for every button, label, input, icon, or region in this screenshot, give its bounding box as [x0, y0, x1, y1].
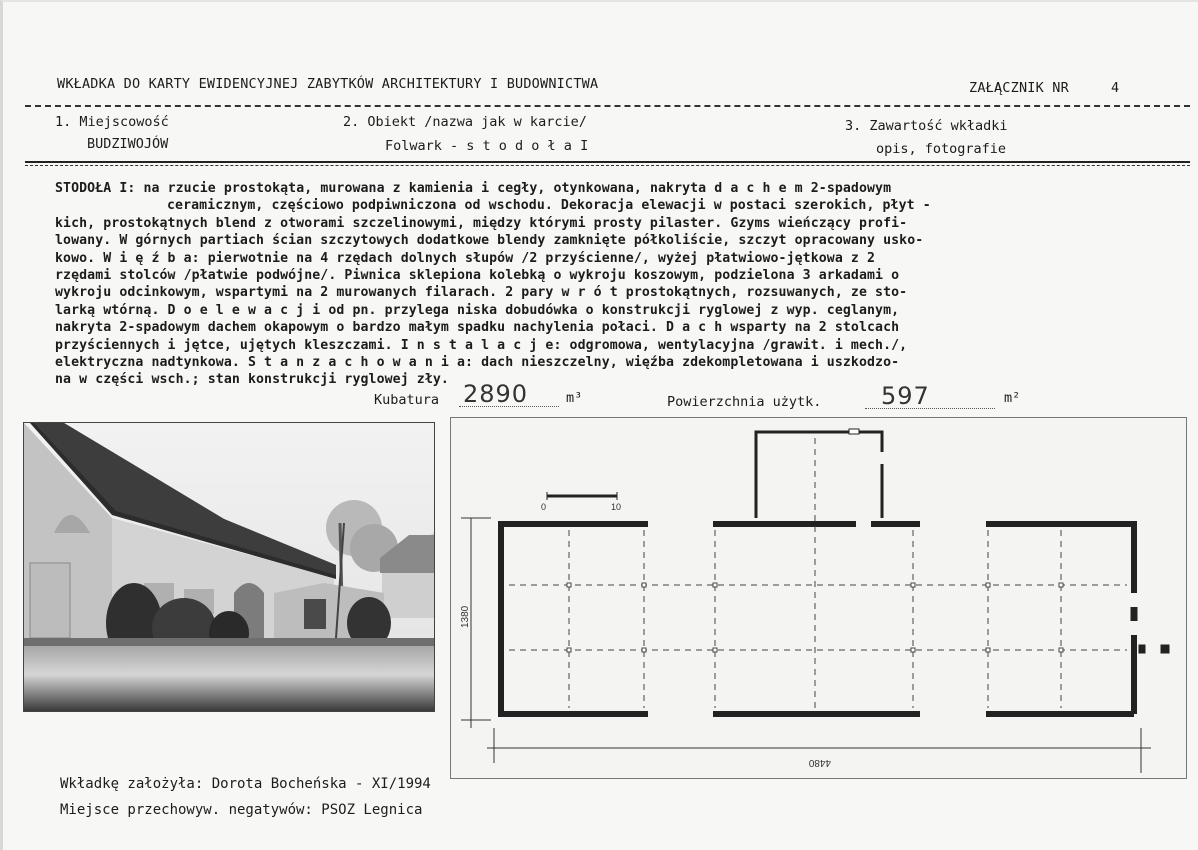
- volume-value: 2890: [463, 380, 529, 408]
- appendix-label: ZAŁĄCZNIK NR: [969, 80, 1069, 96]
- description-line: ceramicznym, częściowo podpiwniczona od wschodu. Dekoracja elewacji w postaci szerokich, płyt -: [167, 198, 931, 214]
- scale-bar: [547, 492, 617, 500]
- volume-underline: [459, 406, 559, 407]
- contents-value: opis, fotografie: [876, 141, 1007, 157]
- author-line: Wkładkę założyła: Dorota Bocheńska - XI/1994: [60, 776, 431, 792]
- scale-end-label: 10: [611, 502, 622, 512]
- area-label: Powierzchnia użytk.: [667, 394, 822, 410]
- description-line: kich, prostokątnych blend z otworami szczelinowymi, między którymi prosty pilaster. Gzyms wieńczący profi-: [55, 215, 908, 231]
- place-value: BUDZIWOJÓW: [87, 136, 169, 152]
- description-line: larką wtórną. D o e l e w a c j i od pn. przylega niska dobudówka o konstrukcji ryglowej z wyp. ceglanym,: [55, 302, 900, 318]
- place-label: 1. Miejscowość: [55, 114, 169, 130]
- header-divider: [25, 105, 1190, 107]
- description-block: [55, 180, 1165, 389]
- area-unit: m²: [1004, 390, 1021, 406]
- area-value: 597: [881, 382, 930, 410]
- contents-label: 3. Zawartość wkładki: [845, 118, 1008, 134]
- description-line: kowo. W i ę ź b a: pierwotnie na 4 rzędach dolnych słupów /2 przyścienne/, wyżej płatwiowo-jętkowa z 2: [55, 250, 876, 266]
- description-line: lowany. W górnych partiach ścian szczytowych dodatkowe blendy zamknięte półkoliście, szczyt opracowany usko-: [55, 233, 924, 249]
- area-underline: [865, 408, 995, 409]
- description-line: na w części wsch.; stan konstrukcji ryglowej zły.: [55, 372, 449, 388]
- object-value: Folwark - s t o d o ł a I: [385, 138, 589, 154]
- horizontal-dimension: 4480: [808, 757, 831, 768]
- appendix-number: 4: [1111, 80, 1120, 96]
- scale-start-label: 0: [541, 502, 547, 512]
- fields-divider-2: [25, 165, 1190, 166]
- description-line: wykroju odcinkowym, wspartymi na 2 murowanych filarach. 2 pary w r ó t prostokątnych, rozsuwanych, ze sto-: [55, 285, 908, 301]
- volume-unit: m³: [566, 390, 583, 406]
- floor-plan-drawing: [450, 417, 1187, 779]
- fields-divider: [25, 161, 1190, 163]
- description-line: elektryczna nadtynkowa. S t a n z a c h o w a n i a: dach nieszczelny, więźba zdekompletowana i uszkodzo-: [55, 355, 900, 371]
- description-line: na rzucie prostokąta, murowana z kamienia i cegły, otynkowana, nakryta d a c h e m 2-spadowym: [143, 181, 892, 196]
- object-label: 2. Obiekt /nazwa jak w karcie/: [343, 114, 587, 130]
- description-line: przyściennych i jętce, ujętych kleszczami. I n s t a l a c j e: odgromowa, wentylacyjna /grawit. i mech./,: [55, 337, 908, 353]
- description-line: nakryta 2-spadowym dachem okapowym o bardzo małym spadku nachylenia połaci. D a c h wsparty na 2 stolcach: [55, 320, 900, 336]
- building-photograph: [23, 422, 435, 712]
- barn-photo-image: [24, 423, 434, 711]
- description-heading: STODOŁA I:: [55, 181, 136, 196]
- floor-plan-svg: [451, 418, 1186, 778]
- storage-line: Miejsce przechowyw. negatywów: PSOZ Legnica: [60, 802, 423, 818]
- volume-label: Kubatura: [374, 392, 440, 408]
- card-title: WKŁADKA DO KARTY EWIDENCYJNEJ ZABYTKÓW ARCHITEKTURY I BUDOWNICTWA: [57, 76, 599, 92]
- vertical-dimension: 1380: [460, 605, 471, 628]
- description-line: rzędami stolców /płatwie podwójne/. Piwnica sklepiona kolebką o wykroju koszowym, podzielona 3 arkadami o: [55, 268, 900, 284]
